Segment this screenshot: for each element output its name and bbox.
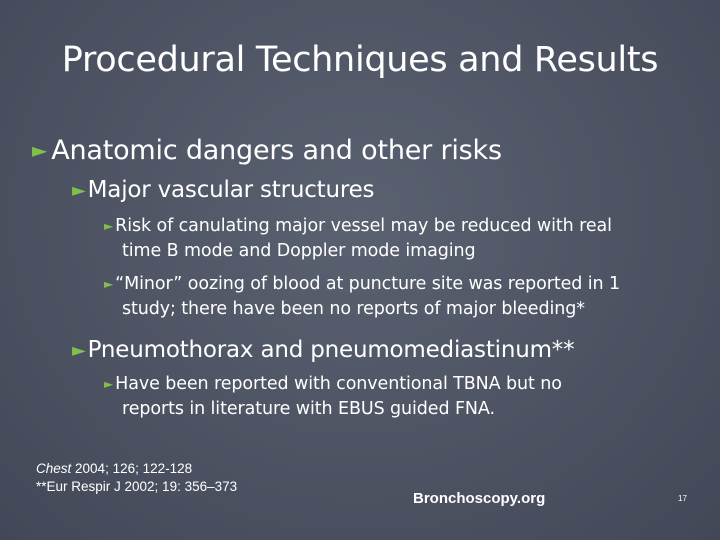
reference-1-details: 2004; 126; 122-128: [71, 461, 193, 476]
bullet-text: Major vascular structures: [87, 177, 375, 203]
footer-site: Bronchoscopy.org: [413, 490, 546, 507]
bullet-have-been-reported: [104, 372, 562, 397]
bullet-arrow-icon: ►: [104, 219, 114, 233]
references: [36, 460, 237, 496]
bullet-arrow-icon: ►: [104, 377, 114, 391]
bullet-minor-oozing: [104, 272, 620, 297]
bullet-risk-canulating: [104, 214, 612, 239]
bullet-text: Pneumothorax and pneumomediastinum**: [87, 337, 575, 363]
bullet-pneumothorax: [72, 337, 574, 363]
bullet-arrow-icon: ►: [72, 340, 86, 361]
bullet-arrow-icon: ►: [32, 138, 48, 162]
reference-1-journal: Chest: [36, 461, 72, 476]
reference-1: [36, 460, 237, 478]
bullet-have-been-reported-cont: reports in literature with EBUS guided FNA.: [122, 399, 495, 419]
bullet-minor-oozing-cont: study; there have been no reports of major bleeding*: [122, 299, 585, 319]
bullet-text: “Minor” oozing of blood at puncture site was reported in 1: [115, 274, 621, 294]
bullet-text: Have been reported with conventional TBNA but no: [115, 374, 562, 394]
bullet-text: Risk of canulating major vessel may be reduced with real: [115, 216, 612, 236]
page-number: 17: [678, 494, 687, 503]
bullet-risk-canulating-cont: time B mode and Doppler mode imaging: [122, 241, 476, 261]
bullet-major-vascular: [72, 177, 374, 203]
bullet-text: Anatomic dangers and other risks: [51, 135, 502, 166]
bullet-arrow-icon: ►: [104, 277, 114, 291]
bullet-arrow-icon: ►: [72, 180, 86, 201]
bullet-anatomic-dangers: [32, 135, 502, 166]
slide-title: Procedural Techniques and Results: [61, 40, 659, 80]
reference-2: **Eur Respir J 2002; 19: 356–373: [36, 479, 238, 494]
